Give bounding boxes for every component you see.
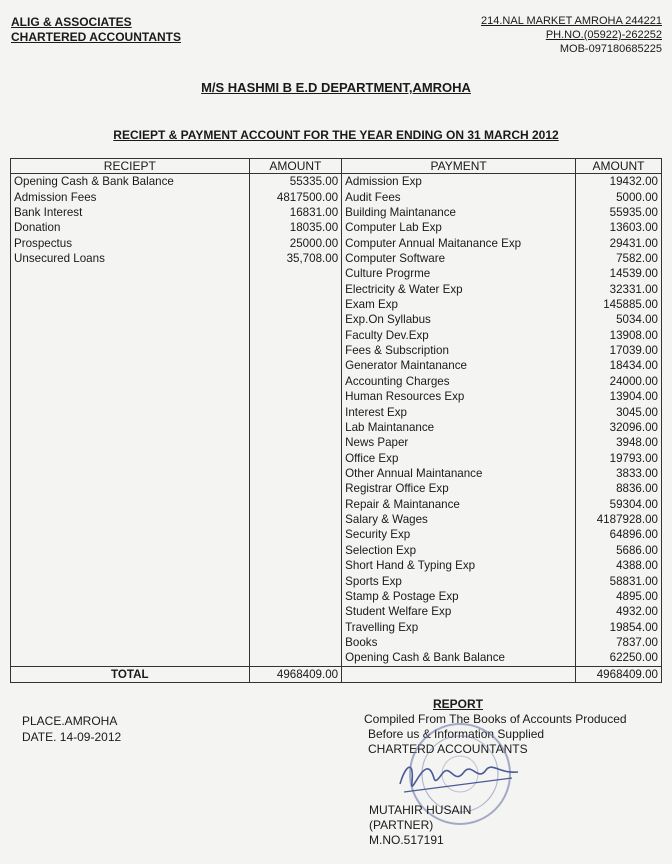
payment-amount: 5686.00: [576, 543, 662, 558]
payment-amount: 3833.00: [576, 466, 662, 481]
table-row: [11, 650, 662, 666]
table-row: [11, 435, 662, 450]
table-row: [11, 220, 662, 235]
receipt-amount: 4817500.00: [249, 189, 342, 204]
table-row: [11, 343, 662, 358]
payment-amount: 4895.00: [576, 589, 662, 604]
table-row: [11, 251, 662, 266]
date: DATE. 14-09-2012: [22, 730, 122, 744]
receipt-amount: 35,708.00: [249, 251, 342, 266]
table-row: [11, 235, 662, 250]
account-title: RECIEPT & PAYMENT ACCOUNT FOR THE YEAR ENDING ON 31 MARCH 2012: [113, 128, 559, 142]
receipt-amount: [249, 589, 342, 604]
payment-amount: 7837.00: [576, 635, 662, 650]
address-line: 214.NAL MARKET AMROHA 244221: [481, 15, 662, 27]
receipt-amount: [249, 635, 342, 650]
payment-amount: 7582.00: [576, 251, 662, 266]
receipt-amount: 25000.00: [249, 235, 342, 250]
receipt-amount: [249, 650, 342, 666]
receipt-amount: [249, 420, 342, 435]
table-row: [11, 266, 662, 281]
payment-amount: 17039.00: [576, 343, 662, 358]
payment-amount: 58831.00: [576, 573, 662, 588]
payment-amount: 4388.00: [576, 558, 662, 573]
payment-amount: 62250.00: [576, 650, 662, 666]
payment-label: Fees & Subscription: [342, 343, 576, 358]
receipt-amount: [249, 435, 342, 450]
place: PLACE.AMROHA: [22, 714, 118, 728]
signature-icon: [400, 767, 518, 786]
payment-amount: 18434.00: [576, 358, 662, 373]
phone-line: PH.NO.(05922)-262252: [545, 29, 662, 41]
receipt-amount: [249, 450, 342, 465]
payment-label: Accounting Charges: [342, 374, 576, 389]
payment-label: Building Maintanance: [342, 205, 576, 220]
receipt-label: [11, 466, 250, 481]
receipt-label: [11, 650, 250, 666]
receipt-label: [11, 435, 250, 450]
table-row: [11, 205, 662, 220]
header-receipt: RECIEPT: [11, 159, 250, 174]
receipt-label: [11, 358, 250, 373]
payment-label: Student Welfare Exp: [342, 604, 576, 619]
receipt-label: [11, 343, 250, 358]
table-body: [11, 174, 662, 683]
payment-amount: 4187928.00: [576, 512, 662, 527]
client-name: M/S HASHMI B E.D DEPARTMENT,AMROHA: [201, 80, 471, 95]
payment-label: Lab Maintanance: [342, 420, 576, 435]
table-row: [11, 497, 662, 512]
payment-label: Electricity & Water Exp: [342, 282, 576, 297]
receipt-amount: [249, 266, 342, 281]
payment-label: Sports Exp: [342, 573, 576, 588]
receipt-amount: [249, 543, 342, 558]
total-label: TOTAL: [11, 666, 250, 682]
receipt-amount: [249, 604, 342, 619]
table-row: [11, 282, 662, 297]
table-row: [11, 189, 662, 204]
receipt-label: [11, 282, 250, 297]
report-heading: REPORT: [433, 697, 484, 711]
payment-label: Selection Exp: [342, 543, 576, 558]
payment-label: Registrar Office Exp: [342, 481, 576, 496]
payment-label: Culture Progrme: [342, 266, 576, 281]
payment-amount: 145885.00: [576, 297, 662, 312]
payment-amount: 59304.00: [576, 497, 662, 512]
payment-amount: 55935.00: [576, 205, 662, 220]
payment-label: Books: [342, 635, 576, 650]
receipt-amount: 18035.00: [249, 220, 342, 235]
table-row: [11, 389, 662, 404]
payment-amount: 5000.00: [576, 189, 662, 204]
receipt-label: Unsecured Loans: [11, 251, 250, 266]
receipt-label: Prospectus: [11, 235, 250, 250]
payment-label: Opening Cash & Bank Balance: [342, 650, 576, 666]
receipt-amount: [249, 558, 342, 573]
table-row: [11, 619, 662, 634]
payment-label: Faculty Dev.Exp: [342, 328, 576, 343]
receipt-amount: [249, 404, 342, 419]
receipt-label: [11, 450, 250, 465]
table-row: [11, 358, 662, 373]
total-receipts: 4968409.00: [249, 666, 342, 682]
table-row: [11, 543, 662, 558]
payment-amount: 29431.00: [576, 235, 662, 250]
receipt-label: [11, 589, 250, 604]
receipt-label: [11, 619, 250, 634]
payment-amount: 3045.00: [576, 404, 662, 419]
receipt-label: [11, 497, 250, 512]
receipt-amount: [249, 328, 342, 343]
receipt-label: [11, 328, 250, 343]
receipt-amount: [249, 512, 342, 527]
receipt-amount: [249, 573, 342, 588]
payment-label: Short Hand & Typing Exp: [342, 558, 576, 573]
total-payments: 4968409.00: [576, 666, 662, 682]
table-row: [11, 404, 662, 419]
firm-name-line2: CHARTERED ACCOUNTANTS: [11, 30, 181, 44]
receipt-label: [11, 404, 250, 419]
header-payment-amount: AMOUNT: [576, 159, 662, 174]
payment-label: Computer Annual Maitanance Exp: [342, 235, 576, 250]
table-row: [11, 635, 662, 650]
payment-label: Office Exp: [342, 450, 576, 465]
payment-label: Audit Fees: [342, 189, 576, 204]
membership-number: M.NO.517191: [369, 833, 444, 847]
table-row: [11, 312, 662, 327]
payment-label: News Paper: [342, 435, 576, 450]
report-line1: Compiled From The Books of Accounts Produced: [364, 712, 627, 726]
payment-amount: 3948.00: [576, 435, 662, 450]
table-row: [11, 481, 662, 496]
payment-label: Other Annual Maintanance: [342, 466, 576, 481]
payment-amount: 13908.00: [576, 328, 662, 343]
table-row: [11, 174, 662, 190]
report-line3: CHARTERD ACCOUNTANTS: [368, 742, 528, 756]
receipt-label: [11, 481, 250, 496]
receipt-label: [11, 604, 250, 619]
partner-name: MUTAHIR HUSAIN: [369, 803, 472, 817]
payment-amount: 32096.00: [576, 420, 662, 435]
receipt-label: Opening Cash & Bank Balance: [11, 174, 250, 190]
receipt-label: [11, 635, 250, 650]
payment-label: Computer Software: [342, 251, 576, 266]
receipt-amount: [249, 282, 342, 297]
table-row: [11, 527, 662, 542]
table-row: [11, 604, 662, 619]
receipt-amount: [249, 466, 342, 481]
header-payment: PAYMENT: [342, 159, 576, 174]
payment-label: Exam Exp: [342, 297, 576, 312]
payment-label: Repair & Maintanance: [342, 497, 576, 512]
payment-label: Human Resources Exp: [342, 389, 576, 404]
mobile-line: MOB-097180685225: [559, 43, 662, 55]
total-row: [11, 666, 662, 682]
receipt-amount: [249, 619, 342, 634]
table-row: [11, 420, 662, 435]
table-row: [11, 297, 662, 312]
receipt-amount: [249, 527, 342, 542]
payment-label: Interest Exp: [342, 404, 576, 419]
table-row: [11, 466, 662, 481]
payment-label: Salary & Wages: [342, 512, 576, 527]
payment-amount: 19432.00: [576, 174, 662, 190]
receipt-amount: 55335.00: [249, 174, 342, 190]
payment-label: Generator Maintanance: [342, 358, 576, 373]
receipt-label: [11, 312, 250, 327]
table-row: [11, 589, 662, 604]
receipt-label: [11, 389, 250, 404]
table-row: [11, 512, 662, 527]
payment-label: Exp.On Syllabus: [342, 312, 576, 327]
payment-amount: 14539.00: [576, 266, 662, 281]
table-row: [11, 573, 662, 588]
total-spacer: [342, 666, 576, 682]
receipt-amount: [249, 312, 342, 327]
receipt-amount: [249, 343, 342, 358]
receipt-label: Bank Interest: [11, 205, 250, 220]
receipt-amount: 16831.00: [249, 205, 342, 220]
payment-amount: 32331.00: [576, 282, 662, 297]
receipt-label: Admission Fees: [11, 189, 250, 204]
partner-role: (PARTNER): [369, 818, 434, 832]
payment-amount: 19793.00: [576, 450, 662, 465]
payment-amount: 8836.00: [576, 481, 662, 496]
payment-label: Travelling Exp: [342, 619, 576, 634]
receipt-label: [11, 266, 250, 281]
receipt-label: [11, 543, 250, 558]
firm-name-line1: ALIG & ASSOCIATES: [11, 15, 132, 29]
receipt-amount: [249, 297, 342, 312]
payment-amount: 64896.00: [576, 527, 662, 542]
report-line2: Before us & Information Supplied: [368, 727, 545, 741]
payment-label: Security Exp: [342, 527, 576, 542]
receipt-label: [11, 512, 250, 527]
partner-block: [369, 803, 471, 848]
payment-amount: 13603.00: [576, 220, 662, 235]
receipt-label: [11, 297, 250, 312]
firm-name: [11, 15, 181, 45]
receipt-label: Donation: [11, 220, 250, 235]
payment-label: Stamp & Postage Exp: [342, 589, 576, 604]
table-row: [11, 558, 662, 573]
receipt-label: [11, 420, 250, 435]
place-date: [22, 713, 121, 745]
table-header-row: [11, 159, 662, 174]
receipt-label: [11, 558, 250, 573]
receipt-label: [11, 527, 250, 542]
payment-amount: 19854.00: [576, 619, 662, 634]
table-row: [11, 328, 662, 343]
receipt-amount: [249, 497, 342, 512]
payment-amount: 24000.00: [576, 374, 662, 389]
table-row: [11, 450, 662, 465]
payment-label: Computer Lab Exp: [342, 220, 576, 235]
firm-address: [481, 14, 662, 56]
receipt-amount: [249, 389, 342, 404]
payment-label: Admission Exp: [342, 174, 576, 190]
table-row: [11, 374, 662, 389]
receipt-label: [11, 374, 250, 389]
receipt-amount: [249, 481, 342, 496]
receipt-amount: [249, 358, 342, 373]
receipt-payment-table: [10, 158, 662, 683]
receipt-amount: [249, 374, 342, 389]
header-receipt-amount: AMOUNT: [249, 159, 342, 174]
payment-amount: 4932.00: [576, 604, 662, 619]
receipt-label: [11, 573, 250, 588]
payment-amount: 5034.00: [576, 312, 662, 327]
payment-amount: 13904.00: [576, 389, 662, 404]
